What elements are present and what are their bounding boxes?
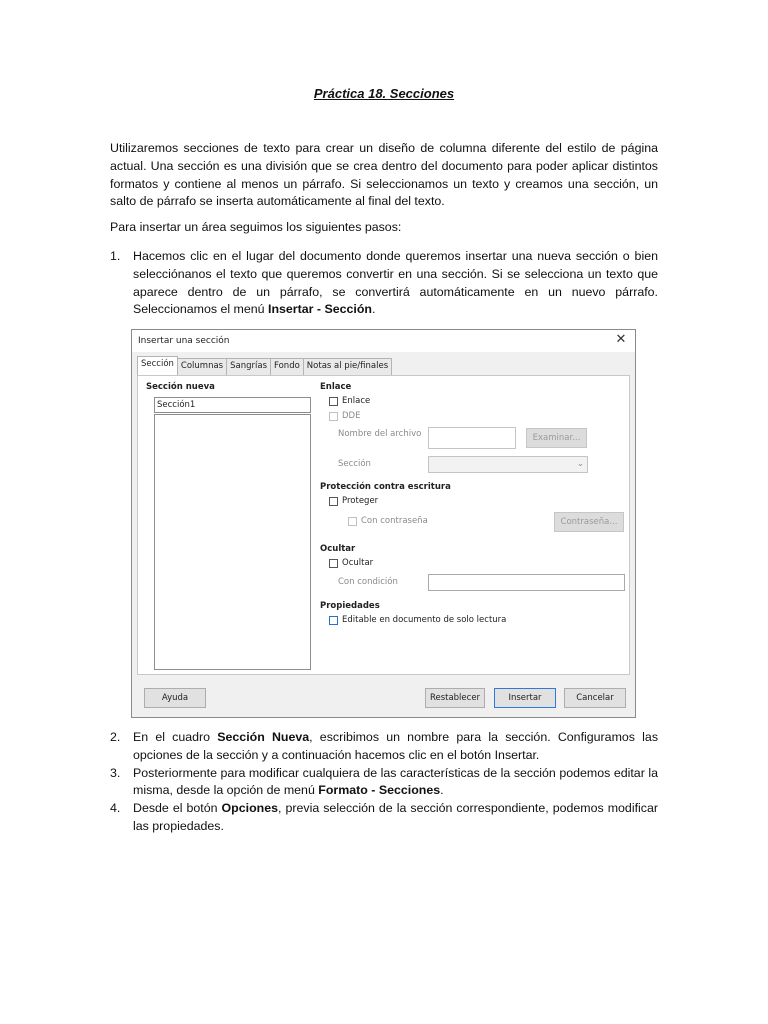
bold-term: Sección Nueva	[217, 730, 310, 744]
insert-section-dialog	[131, 329, 636, 718]
document-title: Práctica 18. Secciones	[313, 86, 455, 101]
password-button[interactable]: Contraseña...	[554, 512, 624, 532]
list-item: 3. Posteriormente para modificar cualquiera de las características de la sección podemos editar la misma, desde la opción de menú Formato - Secciones.	[110, 765, 658, 798]
dialog-tabs	[137, 358, 391, 375]
section-select[interactable]	[428, 456, 588, 473]
dde-checkbox[interactable]	[329, 412, 338, 421]
list-number: 2.	[110, 730, 121, 744]
dde-checkbox-label: DDE	[342, 411, 361, 421]
list-item: 2. En el cuadro Sección Nueva, escribimos un nombre para la sección. Configuramos las opciones de la sección y a continuación hacemos clic en el botón Insertar.	[110, 730, 659, 762]
steps-list-top	[110, 248, 658, 319]
tab-seccion[interactable]: Sección	[137, 356, 178, 375]
hide-checkbox[interactable]	[329, 559, 338, 568]
steps-intro: Para insertar un área seguimos los siguientes pasos:	[110, 220, 402, 234]
reset-button[interactable]: Restablecer	[425, 688, 485, 708]
section-name-input[interactable]: Sección1	[154, 397, 311, 413]
new-section-heading: Sección nueva	[146, 382, 215, 392]
tab-notas[interactable]: Notas al pie/finales	[303, 358, 392, 375]
link-checkbox[interactable]	[329, 397, 338, 406]
section-list[interactable]	[154, 414, 311, 670]
browse-button[interactable]: Examinar...	[526, 428, 587, 448]
hide-checkbox-label: Ocultar	[342, 558, 374, 568]
with-password-label: Con contraseña	[361, 516, 428, 526]
protect-checkbox[interactable]	[329, 497, 338, 506]
bold-term: Opciones	[221, 801, 278, 816]
file-name-input[interactable]	[428, 427, 516, 449]
close-icon[interactable]: ✕	[615, 332, 627, 347]
tab-columnas[interactable]: Columnas	[177, 358, 227, 375]
section-panel	[137, 375, 630, 675]
tab-fondo[interactable]: Fondo	[270, 358, 304, 375]
dialog-titlebar	[132, 330, 635, 352]
properties-heading: Propiedades	[320, 601, 380, 611]
hide-heading: Ocultar	[320, 544, 356, 554]
link-heading: Enlace	[320, 382, 352, 392]
section-select-label: Sección	[338, 459, 371, 469]
editable-checkbox[interactable]	[329, 616, 338, 625]
cancel-button[interactable]: Cancelar	[564, 688, 626, 708]
list-number: 4.	[110, 801, 121, 816]
menu-path: Formato - Secciones	[318, 783, 441, 798]
link-checkbox-label: Enlace	[342, 396, 371, 406]
intro-paragraph: Utilizaremos secciones de texto para crear un diseño de columna diferente del estilo de página actual. Una sección es una división que se crea dentro del documento para poder aplicar distintos formatos y contiene al menos un párrafo. Si seleccionamos un texto y creamos una sección, un salto de párrafo se inserta automáticamente al final del texto.	[110, 141, 658, 209]
protection-heading: Protección contra escritura	[320, 482, 451, 492]
menu-path: Insertar - Sección	[268, 302, 372, 317]
condition-label: Con condición	[338, 577, 398, 587]
tab-sangrias[interactable]: Sangrías	[226, 358, 271, 375]
dialog-title: Insertar una sección	[138, 336, 230, 346]
list-item: 4. Desde el botón Opciones, previa selección de la sección correspondiente, podemos modificar las propiedades.	[110, 801, 658, 833]
step-text: Hacemos clic en el lugar del documento donde queremos insertar una nueva sección o bien selecciónanos el texto que queremos convertir en una sección. Si se selecciona un texto que aparece dentro de un párrafo, se convertirá automáticamente en un nuevo párrafo. Seleccionamos el menú	[133, 249, 658, 317]
insert-button[interactable]: Insertar	[494, 688, 556, 708]
steps-list-bottom	[110, 729, 658, 836]
help-button[interactable]: Ayuda	[144, 688, 206, 708]
chevron-down-icon: ⌄	[576, 459, 584, 469]
list-item: 1. Hacemos clic en el lugar del documento donde queremos insertar una nueva sección o bien selecciónanos el texto que queremos convertir en una sección. Si se selecciona un texto que aparece dentro de un párrafo, se convertirá automáticamente en un nuevo párrafo. Seleccionamos el menú Insertar - Sección.	[110, 249, 658, 317]
file-name-label: Nombre del archivo	[338, 429, 422, 439]
list-number: 1.	[110, 249, 121, 263]
condition-input[interactable]	[428, 574, 625, 591]
with-password-checkbox[interactable]	[348, 517, 357, 526]
list-number: 3.	[110, 765, 121, 780]
editable-checkbox-label: Editable en documento de solo lectura	[342, 615, 507, 625]
protect-checkbox-label: Proteger	[342, 496, 379, 506]
